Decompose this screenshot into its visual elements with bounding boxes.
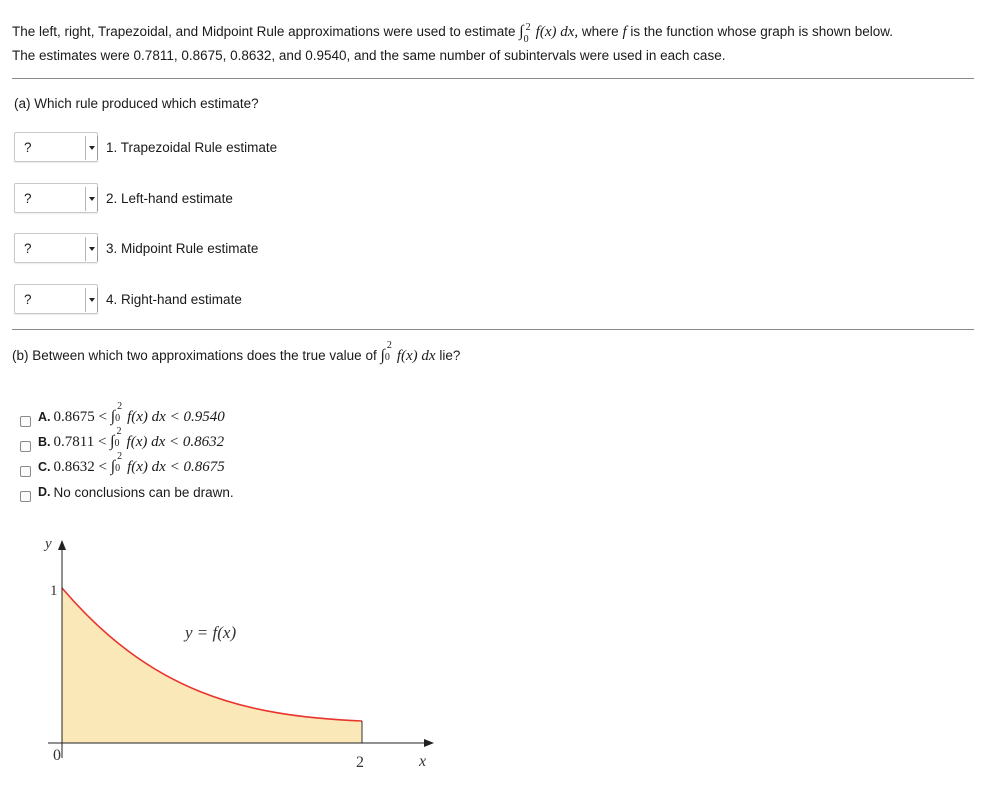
choice-a[interactable] <box>20 401 225 428</box>
x-axis-label: x <box>419 753 427 770</box>
integral-upper-limit: 2 <box>117 401 123 412</box>
integral-lower-limit: 0 <box>115 463 121 474</box>
match-row-left <box>14 181 233 215</box>
problem-text-after: is the function whose graph is shown below. <box>630 24 894 39</box>
integral-sign: ∫ <box>519 23 524 40</box>
choice-low: 0.8675 < <box>53 409 107 425</box>
integrand: f(x) dx, <box>535 24 579 40</box>
integral-upper-limit: 2 <box>116 426 122 437</box>
part-a-question: (a) Which rule produced which estimate? <box>14 96 259 111</box>
problem-text-before: The left, right, Trapezoidal, and Midpoint Rule approximations were used to estimate <box>12 24 516 39</box>
checkbox[interactable] <box>20 441 31 452</box>
integral-upper-limit: 2 <box>386 340 392 351</box>
select-value: ? <box>24 190 32 206</box>
choice-expression <box>53 451 225 476</box>
integral-upper-limit: 2 <box>117 451 123 462</box>
choice-letter: D. <box>38 485 51 499</box>
dropdown-arrow-icon[interactable] <box>85 187 98 211</box>
question-integral <box>380 340 439 364</box>
choice-letter: C. <box>38 460 51 474</box>
match-label: 4. Right-hand estimate <box>106 291 242 307</box>
choice-low: 0.7811 < <box>53 434 107 450</box>
select-value: ? <box>24 139 32 155</box>
checkbox[interactable] <box>20 491 31 502</box>
y-tick-label: 1 <box>50 583 58 599</box>
match-row-midpoint <box>14 231 258 265</box>
choice-integrand: f(x) dx < 0.8675 <box>127 459 225 475</box>
problem-statement <box>12 20 972 67</box>
part-b-question <box>12 340 461 365</box>
match-row-right <box>14 282 242 316</box>
divider <box>12 78 974 79</box>
choice-integrand: f(x) dx < 0.9540 <box>127 409 225 425</box>
integral-lower-limit: 0 <box>115 413 121 424</box>
choice-low: 0.8632 < <box>53 459 107 475</box>
dropdown-arrow-icon[interactable] <box>85 136 98 160</box>
choice-expression <box>53 426 225 451</box>
curve-label: y = f(x) <box>185 623 237 642</box>
choice-d[interactable] <box>20 481 234 503</box>
function-name: f <box>622 24 627 40</box>
choice-expression <box>53 401 225 426</box>
integral-lower-limit: 0 <box>114 438 120 449</box>
rule-select-2[interactable] <box>14 183 98 213</box>
select-value: ? <box>24 291 32 307</box>
choice-b[interactable] <box>20 426 225 453</box>
checkbox[interactable] <box>20 466 31 477</box>
integral-sign: ∫ <box>110 408 116 425</box>
integrand: f(x) dx <box>396 348 436 364</box>
match-label: 2. Left-hand estimate <box>106 190 233 206</box>
problem-line-1 <box>12 20 972 44</box>
checkbox[interactable] <box>20 416 31 427</box>
match-label: 1. Trapezoidal Rule estimate <box>106 139 278 155</box>
y-axis-label: y <box>45 536 52 552</box>
problem-integral <box>519 22 582 45</box>
choice-letter: A. <box>38 410 51 424</box>
dropdown-arrow-icon[interactable] <box>85 288 98 312</box>
x-tick-label: 2 <box>356 754 364 771</box>
divider <box>12 329 974 330</box>
integral-sign: ∫ <box>110 433 115 450</box>
rule-select-1[interactable] <box>14 132 98 162</box>
choice-integrand: f(x) dx < 0.8632 <box>126 434 225 450</box>
integral-sign: ∫ <box>380 347 385 364</box>
rule-select-4[interactable] <box>14 284 98 314</box>
dropdown-arrow-icon[interactable] <box>85 237 98 261</box>
match-row-trapezoidal <box>14 130 277 164</box>
problem-line-2: The estimates were 0.7811, 0.8675, 0.8632, and 0.9540, and the same number of subintervals were used in each case. <box>12 48 726 63</box>
part-b-text-end: lie? <box>439 348 461 363</box>
rule-select-3[interactable] <box>14 233 98 263</box>
integral-lower-limit: 0 <box>384 352 390 363</box>
match-label: 3. Midpoint Rule estimate <box>106 240 259 256</box>
choice-letter: B. <box>38 435 51 449</box>
integral-upper-limit: 2 <box>525 22 531 33</box>
choice-c[interactable] <box>20 451 225 478</box>
integral-lower-limit: 0 <box>523 34 529 45</box>
choice-text: No conclusions can be drawn. <box>53 484 234 500</box>
part-b-text: (b) Between which two approximations does the true value of <box>12 348 377 363</box>
origin-label: 0 <box>53 747 61 764</box>
select-value: ? <box>24 240 32 256</box>
problem-text-mid: where <box>581 24 619 39</box>
integral-sign: ∫ <box>110 458 116 475</box>
function-graph <box>20 516 466 793</box>
